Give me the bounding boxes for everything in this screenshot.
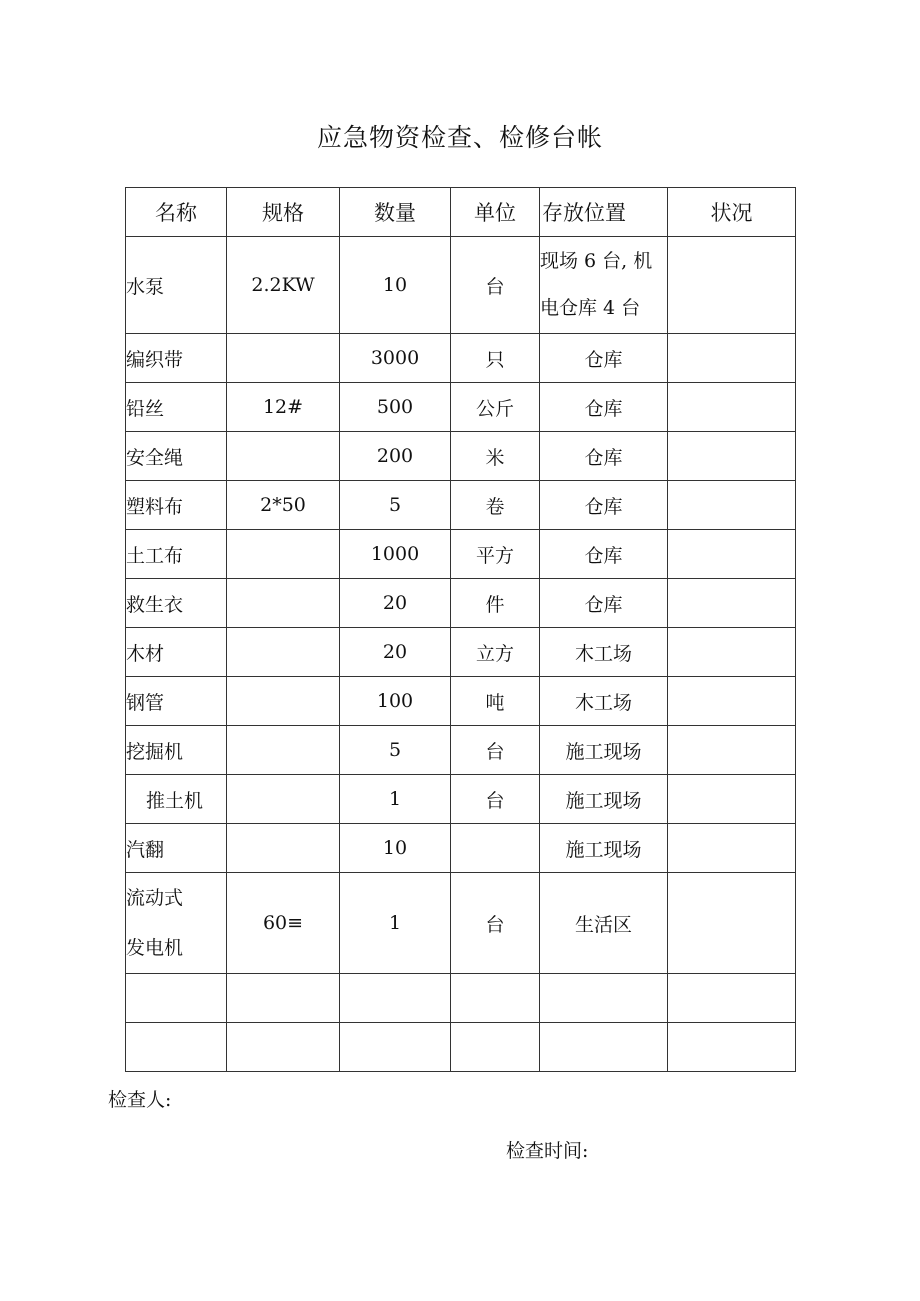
cell-quantity: 3000 bbox=[340, 334, 451, 383]
cell-location: 仓库 bbox=[540, 334, 668, 383]
cell-quantity: 10 bbox=[340, 237, 451, 334]
cell-unit: 台 bbox=[451, 726, 540, 775]
cell-name: 钢管 bbox=[126, 677, 227, 726]
cell-quantity: 100 bbox=[340, 677, 451, 726]
cell-empty bbox=[126, 974, 227, 1023]
cell-location: 仓库 bbox=[540, 432, 668, 481]
cell-name: 推土机 bbox=[126, 775, 227, 824]
cell-empty bbox=[340, 1023, 451, 1072]
cell-status bbox=[668, 481, 796, 530]
cell-status bbox=[668, 237, 796, 334]
cell-location: 仓库 bbox=[540, 383, 668, 432]
cell-spec bbox=[227, 628, 340, 677]
cell-location: 木工场 bbox=[540, 677, 668, 726]
table-row bbox=[126, 237, 796, 334]
table-row bbox=[126, 579, 796, 628]
cell-empty bbox=[540, 1023, 668, 1072]
cell-empty bbox=[227, 974, 340, 1023]
cell-location: 仓库 bbox=[540, 579, 668, 628]
cell-unit: 立方 bbox=[451, 628, 540, 677]
cell-location: 仓库 bbox=[540, 530, 668, 579]
cell-empty bbox=[451, 1023, 540, 1072]
cell-status bbox=[668, 824, 796, 873]
cell-name: 水泵 bbox=[126, 237, 227, 334]
cell-name: 编织带 bbox=[126, 334, 227, 383]
inspector-label: 检查人: bbox=[108, 1089, 172, 1111]
cell-status bbox=[668, 873, 796, 974]
cell-status bbox=[668, 726, 796, 775]
cell-unit: 卷 bbox=[451, 481, 540, 530]
cell-unit: 公斤 bbox=[451, 383, 540, 432]
header-name: 名称 bbox=[126, 188, 227, 237]
table-row bbox=[126, 677, 796, 726]
header-unit: 单位 bbox=[451, 188, 540, 237]
table-row bbox=[126, 383, 796, 432]
cell-empty bbox=[668, 974, 796, 1023]
cell-quantity: 200 bbox=[340, 432, 451, 481]
cell-location-line: 现场 6 台, 机 bbox=[540, 250, 653, 272]
cell-name: 土工布 bbox=[126, 530, 227, 579]
cell-empty bbox=[340, 974, 451, 1023]
cell-status bbox=[668, 628, 796, 677]
header-status: 状况 bbox=[668, 188, 796, 237]
cell-spec: 2.2KW bbox=[227, 237, 340, 334]
cell-name: 安全绳 bbox=[126, 432, 227, 481]
page-title: 应急物资检查、检修台帐 bbox=[316, 123, 603, 152]
header-quantity: 数量 bbox=[340, 188, 451, 237]
table-row bbox=[126, 432, 796, 481]
cell-status bbox=[668, 677, 796, 726]
cell-location: 施工现场 bbox=[540, 726, 668, 775]
cell-status bbox=[668, 775, 796, 824]
cell-spec bbox=[227, 579, 340, 628]
cell-quantity: 5 bbox=[340, 481, 451, 530]
table-row bbox=[126, 530, 796, 579]
cell-spec bbox=[227, 726, 340, 775]
cell-location: 施工现场 bbox=[540, 824, 668, 873]
cell-spec: 60≡ bbox=[227, 873, 340, 974]
cell-quantity: 1000 bbox=[340, 530, 451, 579]
cell-location: 木工场 bbox=[540, 628, 668, 677]
cell-name-line: 流动式 bbox=[126, 887, 184, 909]
cell-spec bbox=[227, 334, 340, 383]
cell-name: 木材 bbox=[126, 628, 227, 677]
cell-spec bbox=[227, 432, 340, 481]
table-row bbox=[126, 334, 796, 383]
cell-unit: 只 bbox=[451, 334, 540, 383]
cell-quantity: 5 bbox=[340, 726, 451, 775]
cell-spec bbox=[227, 824, 340, 873]
table-row bbox=[126, 824, 796, 873]
inspection-ledger-table bbox=[125, 187, 796, 1072]
table-row bbox=[126, 481, 796, 530]
cell-empty bbox=[540, 974, 668, 1023]
cell-quantity: 500 bbox=[340, 383, 451, 432]
cell-unit bbox=[451, 824, 540, 873]
cell-spec bbox=[227, 775, 340, 824]
cell-spec bbox=[227, 677, 340, 726]
cell-empty bbox=[668, 1023, 796, 1072]
cell-name: 汽翻 bbox=[126, 824, 227, 873]
cell-empty bbox=[451, 974, 540, 1023]
table-row bbox=[126, 873, 796, 974]
cell-quantity: 1 bbox=[340, 873, 451, 974]
cell-unit: 台 bbox=[451, 873, 540, 974]
cell-name: 铅丝 bbox=[126, 383, 227, 432]
cell-unit: 台 bbox=[451, 775, 540, 824]
cell-spec bbox=[227, 530, 340, 579]
cell-quantity: 1 bbox=[340, 775, 451, 824]
table-row-empty bbox=[126, 974, 796, 1023]
cell-status bbox=[668, 579, 796, 628]
table-row-empty bbox=[126, 1023, 796, 1072]
cell-unit: 件 bbox=[451, 579, 540, 628]
cell-status bbox=[668, 383, 796, 432]
table-row bbox=[126, 628, 796, 677]
cell-spec: 12# bbox=[227, 383, 340, 432]
cell-unit: 台 bbox=[451, 237, 540, 334]
cell-unit: 平方 bbox=[451, 530, 540, 579]
inspection-time-label: 检查时间: bbox=[506, 1140, 589, 1162]
cell-quantity: 20 bbox=[340, 628, 451, 677]
cell-name bbox=[126, 873, 227, 974]
cell-name: 挖掘机 bbox=[126, 726, 227, 775]
cell-spec: 2*50 bbox=[227, 481, 340, 530]
cell-empty bbox=[126, 1023, 227, 1072]
cell-name: 塑料布 bbox=[126, 481, 227, 530]
table-row bbox=[126, 775, 796, 824]
header-location: 存放位置 bbox=[540, 188, 668, 237]
table-row bbox=[126, 726, 796, 775]
cell-location bbox=[540, 237, 668, 334]
cell-status bbox=[668, 334, 796, 383]
cell-quantity: 10 bbox=[340, 824, 451, 873]
table-header-row bbox=[126, 188, 796, 237]
cell-unit: 吨 bbox=[451, 677, 540, 726]
cell-quantity: 20 bbox=[340, 579, 451, 628]
cell-empty bbox=[227, 1023, 340, 1072]
header-spec: 规格 bbox=[227, 188, 340, 237]
cell-status bbox=[668, 530, 796, 579]
cell-status bbox=[668, 432, 796, 481]
cell-unit: 米 bbox=[451, 432, 540, 481]
cell-location-line: 电仓库 4 台 bbox=[540, 297, 641, 319]
cell-name: 救生衣 bbox=[126, 579, 227, 628]
cell-location: 施工现场 bbox=[540, 775, 668, 824]
cell-location: 生活区 bbox=[540, 873, 668, 974]
cell-location: 仓库 bbox=[540, 481, 668, 530]
cell-name-line: 发电机 bbox=[126, 937, 184, 959]
